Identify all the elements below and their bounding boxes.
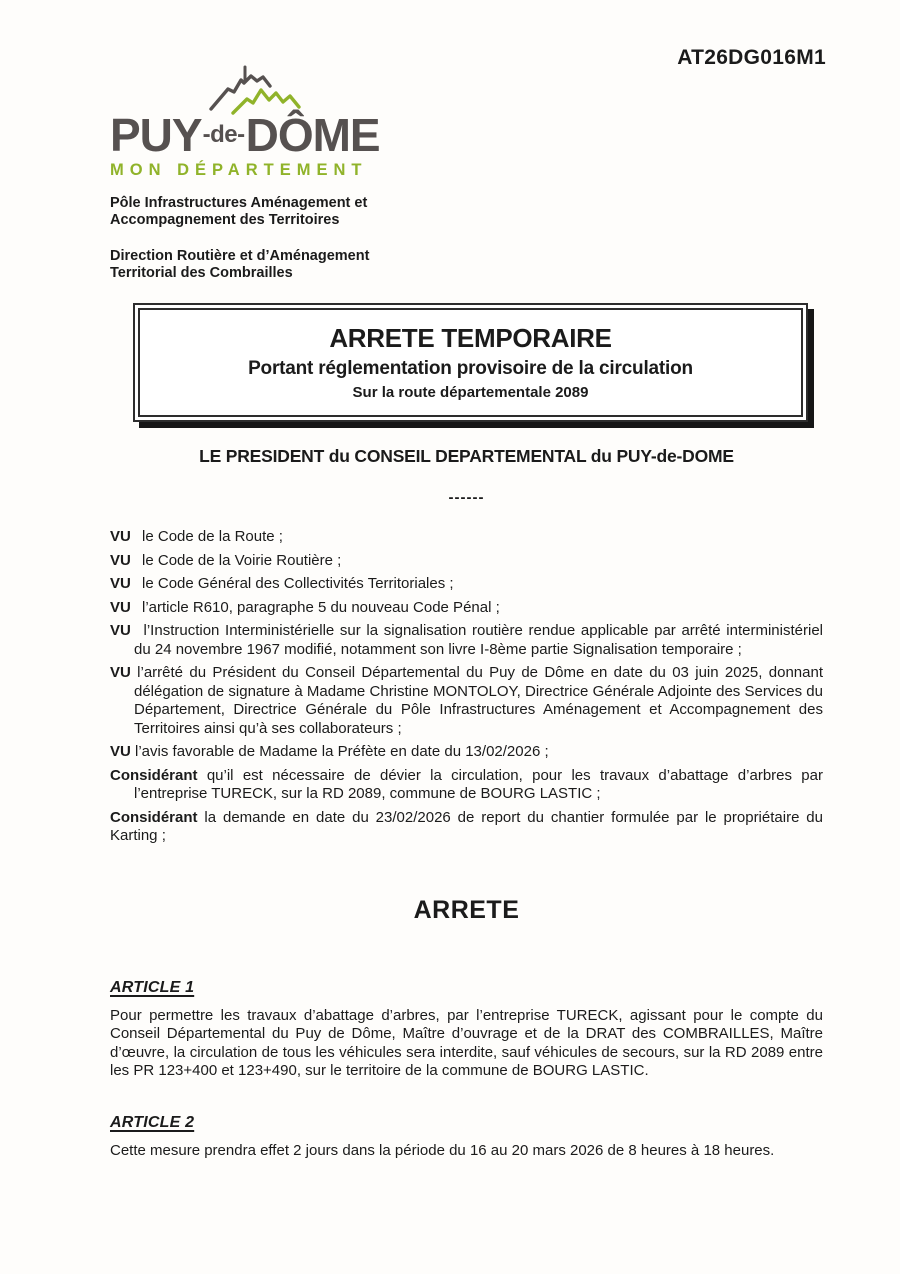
recitals-section: [110, 528, 823, 846]
direction-line: Direction Routière et d’Aménagement: [110, 247, 370, 264]
logo-tagline: MON DÉPARTEMENT: [110, 160, 368, 179]
recital-considerant-deviation: Considérant qu’il est nécessaire de dévier la circulation, pour les travaux d’abattage d’arbres par l’entreprise TURECK, sur la RD 2089, commune de BOURG LASTIC ;: [110, 766, 823, 803]
president-heading: LE PRESIDENT du CONSEIL DEPARTEMENTAL du PUY-de-DOME: [199, 446, 734, 467]
recital-vu-code-penal: VU l’article R610, paragraphe 5 du nouveau Code Pénal ;: [110, 598, 500, 616]
service-line: Pôle Infrastructures Aménagement et: [110, 194, 368, 211]
document-title: ARRETE TEMPORAIRE: [329, 323, 612, 354]
direction-routiere-block: [110, 248, 823, 282]
article-2-heading: ARTICLE 2: [110, 1113, 195, 1131]
recital-vu-delegation: VU l’arrêté du Président du Conseil Départemental du Puy de Dôme en date du 03 juin 2025, donnant délégation de signature à Madame Christine MONTOLOY, Directrice Générale Adjointe des Services du Département, Directrice Générale du Pôle Infrastructures Aménagement et Accompagnement des Territoires ainsi qu’à ses collaborateurs ;: [110, 664, 823, 737]
direction-line: Territorial des Combrailles: [110, 265, 293, 282]
article-1-body: Pour permettre les travaux d’abattage d’arbres, par l’entreprise TURECK, agissant pour le compte du Conseil Départemental du Puy de Dôme, Maître d’ouvrage et de la DRAT des COMBRAILLES, Maître d’œuvre, la circulation de tous les véhicules sera interdite, sauf véhicules de secours, sur la RD 2089 entre les PR 123+400 et 123+490, sur le territoire de la commune de BOURG LASTIC.: [110, 1006, 823, 1080]
document-road-reference: Sur la route départementale 2089: [352, 384, 589, 402]
document-subtitle: Portant réglementation provisoire de la circulation: [248, 358, 693, 380]
recital-considerant-report: Considérant la demande en date du 23/02/2026 de report du chantier formulée par le propriétaire du Karting ;: [110, 808, 823, 845]
mountain-icon: [206, 62, 338, 116]
logo-word-puy: PUY: [110, 109, 202, 161]
article-2-body: Cette mesure prendra effet 2 jours dans la période du 16 au 20 mars 2026 de 8 heures à 18 heures.: [110, 1141, 775, 1159]
logo-word-dome: DÔME: [245, 109, 380, 161]
dash-separator: ------: [448, 489, 485, 507]
article-1: [110, 979, 823, 1081]
article-2: [110, 1114, 823, 1161]
logo-wordmark: [110, 109, 400, 161]
service-line: Accompagnement des Territoires: [110, 211, 340, 228]
recital-vu-code-voirie: VU le Code de la Voirie Routière ;: [110, 551, 342, 569]
recital-vu-instruction: VU l’Instruction Interministérielle sur la signalisation routière rendue applicable par arrêté interministériel du 24 novembre 1967 modifié, notamment son livre I-8ème partie Signalisation temporaire ;: [110, 622, 823, 658]
puy-de-dome-logo: [110, 0, 400, 180]
recital-vu-code-route: VU le Code de la Route ;: [110, 528, 283, 546]
recital-vu-avis-prefete: VU l’avis favorable de Madame la Préfète en date du 13/02/2026 ;: [110, 743, 549, 761]
pole-infrastructures-block: [110, 195, 823, 229]
logo-word-de: -de-: [202, 121, 245, 149]
document-reference-code: AT26DG016M1: [677, 46, 826, 69]
title-box-inner: [138, 308, 803, 417]
recital-vu-code-collectivites: VU le Code Général des Collectivités Territoriales ;: [110, 575, 454, 593]
title-box: [133, 303, 808, 422]
arrete-heading: ARRETE: [413, 895, 520, 924]
article-1-heading: ARTICLE 1: [110, 978, 195, 996]
